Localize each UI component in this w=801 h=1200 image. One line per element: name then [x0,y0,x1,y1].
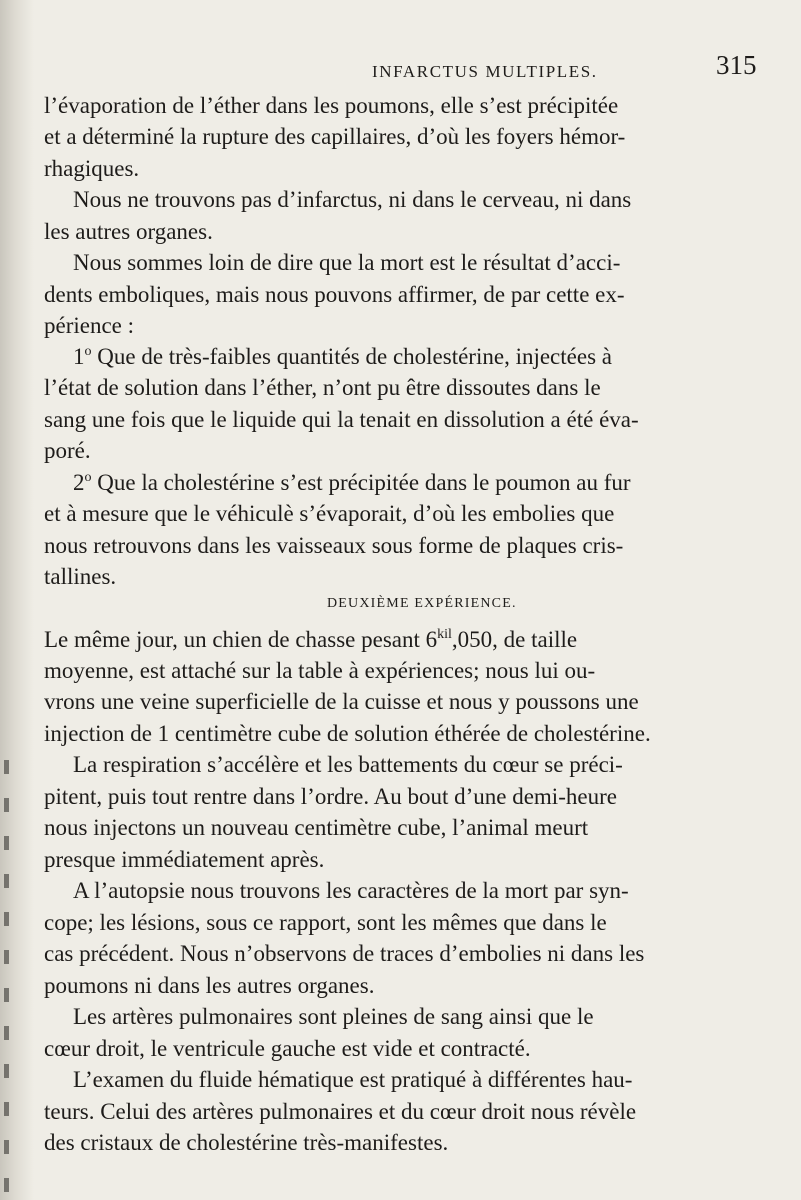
text-line: nous injectons un nouveau centimètre cube, l’animal meurt [44,815,589,840]
text-line: injection de 1 centimètre cube de solution éthérée de cholestérine. [44,721,651,746]
text-line: sang une fois que le liquide qui la tenait en dissolution a été éva- [44,407,639,432]
text-line: des cristaux de cholestérine très-manifestes. [44,1130,449,1155]
text-line: poumons ni dans les autres organes. [44,973,375,998]
text-line: 2$^o$ Que la cholestérine s’est précipitée dans le poumon au fur [73,470,631,495]
text-line: cope; les lésions, sous ce rapport, sont les mêmes que dans le [44,910,607,935]
text-line: nous retrouvons dans les vaisseaux sous forme de plaques cris- [44,533,624,558]
text-line: pitent, puis tout rentre dans l’ordre. Au bout d’une demi-heure [44,784,617,809]
text-line: moyenne, est attaché sur la table à expériences; nous lui ou- [44,658,596,683]
running-head: INFARCTUS MULTIPLES. [372,62,598,81]
text-line: 1$^o$ Que de très-faibles quantités de cholestérine, injectées à [73,344,612,369]
text-line: l’évaporation de l’éther dans les poumons, elle s’est précipitée [44,93,619,118]
text-line: cas précédent. Nous n’observons de traces d’embolies ni dans les [44,941,645,966]
text-line: vrons une veine superficielle de la cuisse et nous y poussons une [44,689,639,714]
text-line: l’état de solution dans l’éther, n’ont pu être dissoutes dans le [44,375,601,400]
text-line: rhagiques. [44,156,140,181]
text-line: périence : [44,313,135,338]
text-line: et à mesure que le véhiculè s’évaporait, d’où les embolies que [44,501,615,526]
text-line: Le même jour, un chien de chasse pesant $6^{kil},050$, de taille [44,627,578,652]
text-line: L’examen du fluide hématique est pratiqué à différentes hau- [73,1067,633,1092]
text-line: presque immédiatement après. [44,847,325,872]
section-title: DEUXIÈME EXPÉRIENCE. [327,596,517,611]
text-line: poré. [44,438,91,463]
text-line: cœur droit, le ventricule gauche est vide et contracté. [44,1036,531,1061]
text-line: A l’autopsie nous trouvons les caractères de la mort par syn- [73,878,629,903]
text-line: teurs. Celui des artères pulmonaires et du cœur droit nous révèle [44,1099,637,1124]
text-line: La respiration s’accélère et les battements du cœur se préci- [73,752,623,777]
page-number: 315 [716,50,757,80]
text-line: Nous ne trouvons pas d’infarctus, ni dans le cerveau, ni dans [73,187,632,212]
text-line: et a déterminé la rupture des capillaires, d’où les foyers hémor- [44,124,626,149]
text-line: Nous sommes loin de dire que la mort est le résultat d’acci- [73,250,621,275]
text-line: dents emboliques, mais nous pouvons affirmer, de par cette ex- [44,282,625,307]
text-line: tallines. [44,564,117,589]
text-line: Les artères pulmonaires sont pleines de sang ainsi que le [73,1004,594,1029]
text-line: les autres organes. [44,219,213,244]
